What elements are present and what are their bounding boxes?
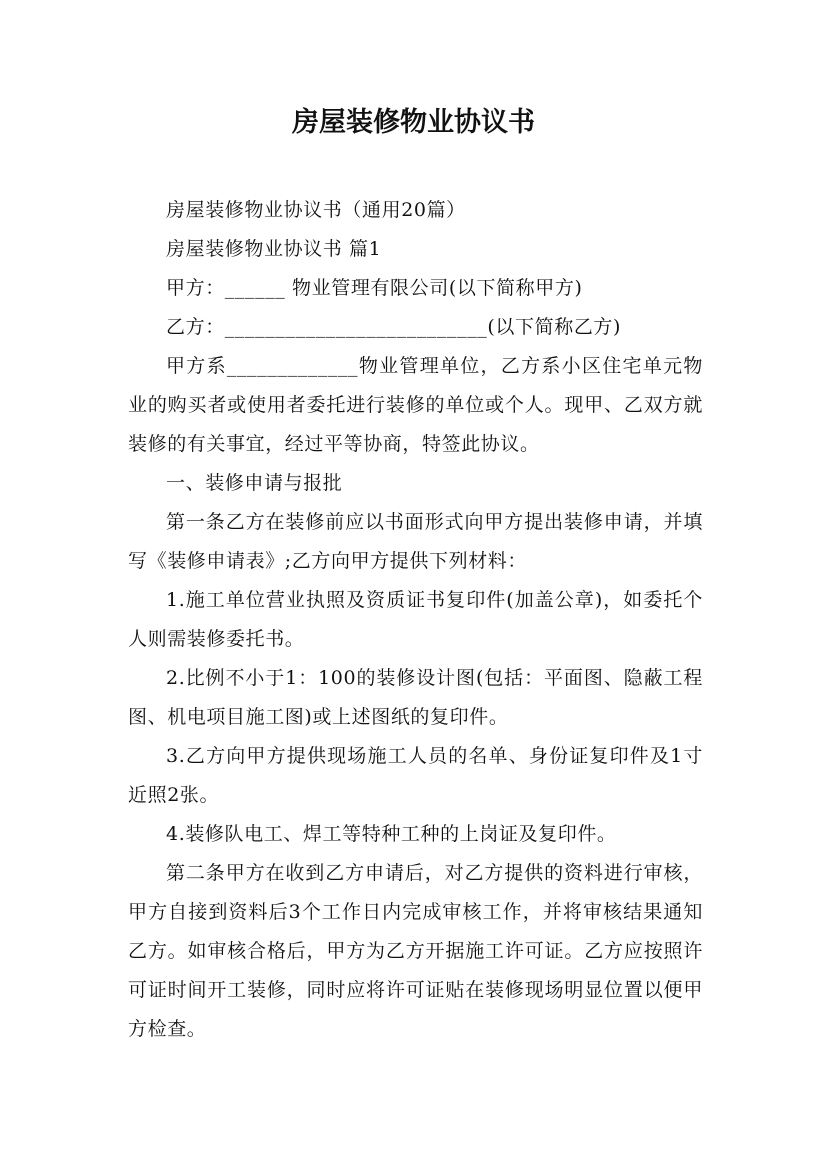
- party-a-paragraph: 甲方：______ 物业管理有限公司(以下简称甲方): [166, 277, 583, 299]
- article-one-paragraph: 第一条乙方在装修前应以书面形式向甲方提出装修申请，并填写《装修申请表》;乙方向甲方提供下列材料：: [128, 511, 703, 572]
- list-item-4: 4.装修队电工、焊工等特种工种的上岗证及复印件。: [166, 823, 617, 845]
- intro-paragraph: 甲方系_____________物业管理单位，乙方系小区住宅单元物业的购买者或使用者委托进行装修的单位或个人。现甲、乙双方就装修的有关事宜，经过平等协商，特签此协议。: [128, 355, 703, 455]
- section-heading-paragraph: 房屋装修物业协议书 篇1: [166, 238, 382, 260]
- subtitle-paragraph: 房屋装修物业协议书（通用20篇）: [166, 199, 466, 221]
- list-item-1: 1.施工单位营业执照及资质证书复印件(加盖公章)，如委托个人则需装修委托书。: [128, 589, 703, 650]
- section-one-heading: 一、装修申请与报批: [166, 472, 343, 494]
- document-title: 房屋装修物业协议书: [292, 107, 535, 138]
- list-item-3: 3.乙方向甲方提供现场施工人员的名单、身份证复印件及1寸近照2张。: [128, 745, 703, 806]
- article-two-paragraph: 第二条甲方在收到乙方申请后，对乙方提供的资料进行审核，甲方自接到资料后3个工作日内完成审核工作，并将审核结果通知乙方。如审核合格后，甲方为乙方开据施工许可证。乙方应按照许可证时间开工装修，同时应将许可证贴在装修现场明显位置以便甲方检查。: [128, 862, 703, 1040]
- document-body: [128, 191, 703, 1049]
- list-item-2: 2.比例不小于1：100的装修设计图(包括：平面图、隐蔽工程图、机电项目施工图)或上述图纸的复印件。: [128, 667, 703, 728]
- party-b-paragraph: 乙方：__________________________(以下简称乙方): [166, 316, 622, 338]
